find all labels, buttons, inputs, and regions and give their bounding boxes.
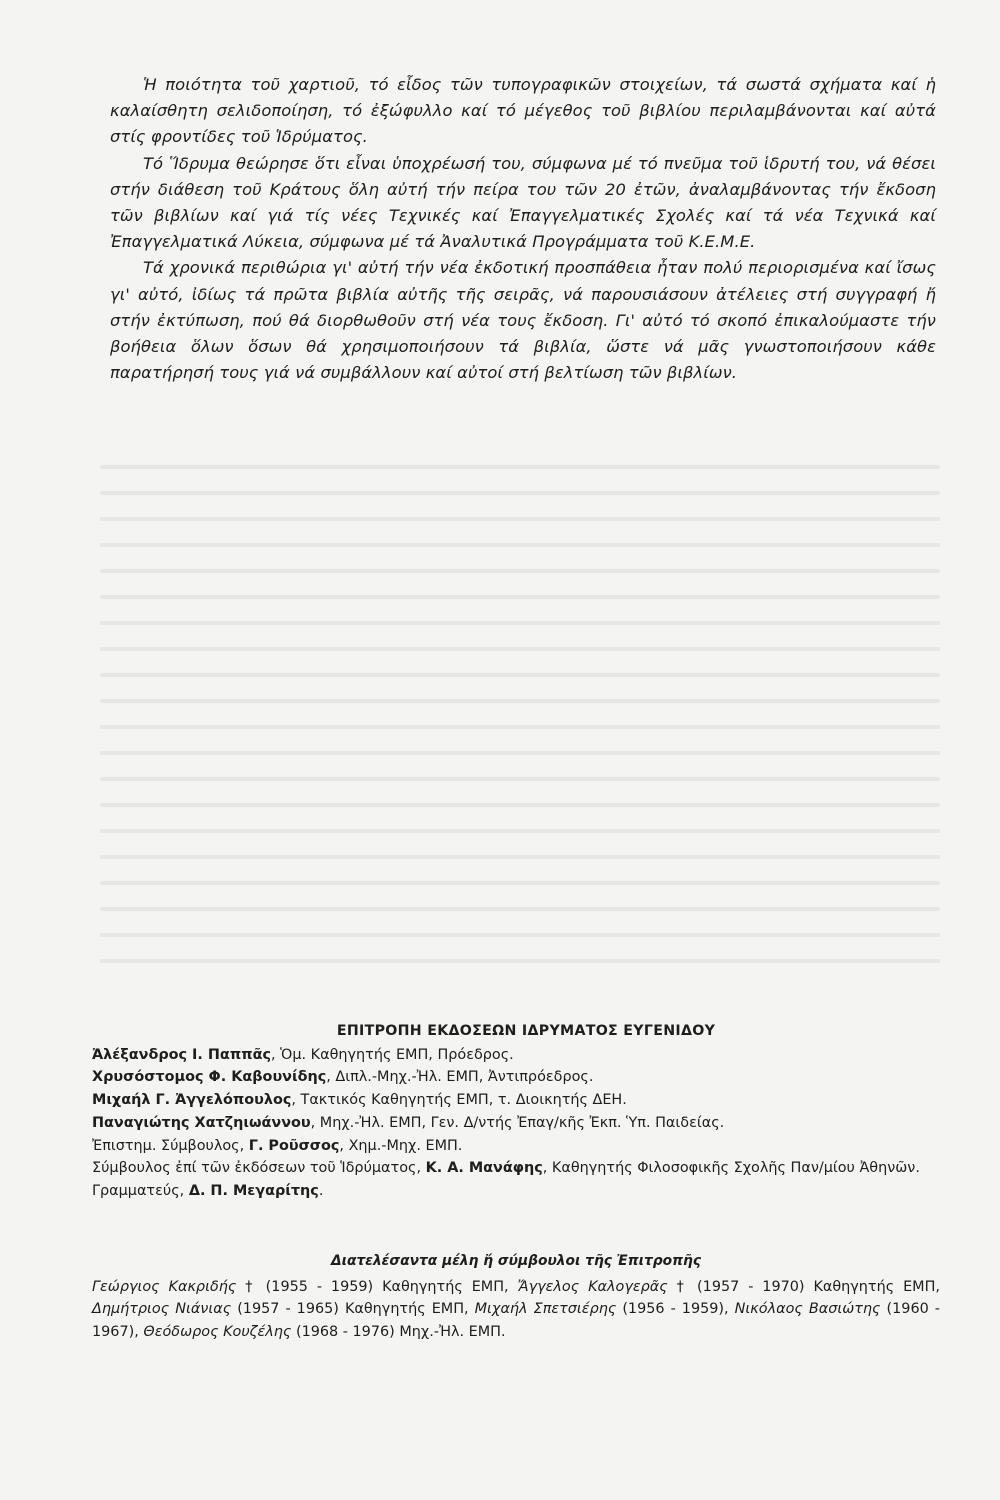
former-member-name: Νικόλαος Βασιώτης <box>734 1301 881 1318</box>
former-member-detail: (1968 - 1976) Μηχ.-Ἠλ. ΕΜΠ. <box>291 1324 506 1341</box>
member-name: Ἀλέξανδρος Ι. Παππᾶς <box>92 1046 272 1063</box>
committee-member <box>92 1044 960 1067</box>
former-member-detail: (1957 - 1965) Καθηγητής ΕΜΠ, <box>231 1301 475 1318</box>
member-prefix: Σύμβουλος ἐπί τῶν ἐκδόσεων τοῦ Ἱδρύματος, <box>92 1160 426 1177</box>
member-role: , Τακτικός Καθηγητής ΕΜΠ, τ. Διοικητής ΔΕΗ. <box>291 1092 627 1109</box>
show-through-texture <box>100 465 940 1005</box>
member-name: Παναγιώτης Χατζηιωάννου <box>92 1114 311 1131</box>
member-prefix: Ἐπιστημ. Σύμβουλος, <box>92 1137 249 1154</box>
former-member-detail: † (1955 - 1959) Καθηγητής ΕΜΠ, <box>236 1278 518 1295</box>
committee-section <box>92 1020 960 1203</box>
intro-text <box>110 72 936 386</box>
member-role: , Καθηγητής Φιλοσοφικῆς Σχολῆς Παν/μίου Ἀθηνῶν. <box>542 1160 920 1177</box>
committee-member <box>92 1157 960 1180</box>
former-members-title: Διατελέσαντα μέλη ἤ σύμβουλοι τῆς Ἐπιτροπῆς <box>330 1253 702 1269</box>
member-name: Κ. Α. Μανάφης <box>425 1160 543 1177</box>
committee-member <box>92 1135 960 1158</box>
member-name: Γ. Ροῦσσος <box>248 1137 340 1154</box>
member-role: , Μηχ.-Ἠλ. ΕΜΠ, Γεν. Δ/ντής Ἐπαγ/κῆς Ἐκπ. Ὑπ. Παιδείας. <box>310 1114 725 1131</box>
member-name: Δ. Π. Μεγαρίτης <box>188 1182 319 1199</box>
former-members-list <box>92 1276 940 1344</box>
member-name: Χρυσόστομος Φ. Καβουνίδης <box>92 1069 327 1086</box>
committee-member <box>92 1112 960 1135</box>
former-member-name: Γεώργιος Κακριδής <box>92 1278 237 1295</box>
intro-paragraph: Τό Ἵδρυμα θεώρησε ὅτι εἶναι ὑποχρέωσή του, σύμφωνα μέ τό πνεῦμα τοῦ ἱδρυτή του, νά θέσει στήν διάθεση τοῦ Κράτους ὅλη αὐτή τήν πείρα του τῶν 20 ἐτῶν, ἀναλαμβάνοντας τήν ἔκδοση τῶν βιβλίων καί γιά τίς νέες Τεχνικές καί Ἐπαγγελματικές Σχολές καί τά νέα Τεχνικά καί Ἐπαγγελματικά Λύκεια, σύμφωνα μέ τά Ἀναλυτικά Προγράμματα τοῦ Κ.Ε.Μ.Ε. <box>110 153 936 252</box>
committee-member <box>92 1089 960 1112</box>
member-prefix: Γραμματεύς, <box>92 1182 189 1199</box>
member-role: . <box>318 1182 324 1199</box>
intro-paragraph: Ἡ ποιότητα τοῦ χαρτιοῦ, τό εἶδος τῶν τυπογραφικῶν στοιχείων, τά σωστά σχήματα καί ἡ καλαίσθητη σελιδοποίηση, τό ἐξώφυλλο καί τό μέγεθος τοῦ βιβλίου περιλαμβάνονται καί αὐτά στίς φροντίδες τοῦ Ἱδρύματος. <box>110 75 936 147</box>
member-name: Μιχαήλ Γ. Ἀγγελόπουλος <box>92 1092 292 1109</box>
committee-member <box>92 1180 960 1203</box>
committee-title: ΕΠΙΤΡΟΠΗ ΕΚΔΟΣΕΩΝ ΙΔΡΥΜΑΤΟΣ ΕΥΓΕΝΙΔΟΥ <box>336 1023 716 1039</box>
member-role: , Χημ.-Μηχ. ΕΜΠ. <box>339 1137 463 1154</box>
former-member-name: Θεόδωρος Κουζέλης <box>143 1324 292 1341</box>
former-member-name: Μιχαήλ Σπετσιέρης <box>474 1301 617 1318</box>
former-member-name: Δημήτριος Νιάνιας <box>92 1301 232 1318</box>
intro-paragraph: Τά χρονικά περιθώρια γι' αὐτή τήν νέα ἐκδοτική προσπάθεια ἦταν πολύ περιορισμένα καί ἴσως γι' αὐτό, ἰδίως τά πρῶτα βιβλία αὐτῆς τῆς σειρᾶς, νά παρουσιάσουν ἀτέλειες στή συγγραφή ἤ στήν ἐκτύπωση, πού θά διορθωθοῦν στή νέα τους ἔκδοση. Γι' αὐτό τό σκοπό ἐπικαλούμαστε τήν βοήθεια ὅλων ὅσων θά χρησιμοποιήσουν τά βιβλία, ὥστε νά μᾶς γνωστοποιήσουν κάθε παρατήρησή τους γιά νά συμβάλλουν καί αὐτοί στή βελτίωση τῶν βιβλίων. <box>110 258 936 383</box>
former-member-detail: † (1957 - 1970) Καθηγητής ΕΜΠ, <box>667 1278 940 1295</box>
member-role: , Διπλ.-Μηχ.-Ἠλ. ΕΜΠ, Ἀντιπρόεδρος. <box>326 1069 594 1086</box>
member-role: , Ὁμ. Καθηγητής ΕΜΠ, Πρόεδρος. <box>271 1046 514 1063</box>
former-member-detail: (1960 - 1967), <box>92 1301 940 1341</box>
committee-member <box>92 1066 960 1089</box>
former-member-name: Ἄγγελος Καλογερᾶς <box>517 1278 668 1295</box>
former-member-detail: (1956 - 1959), <box>616 1301 735 1318</box>
former-members-section <box>92 1250 940 1344</box>
